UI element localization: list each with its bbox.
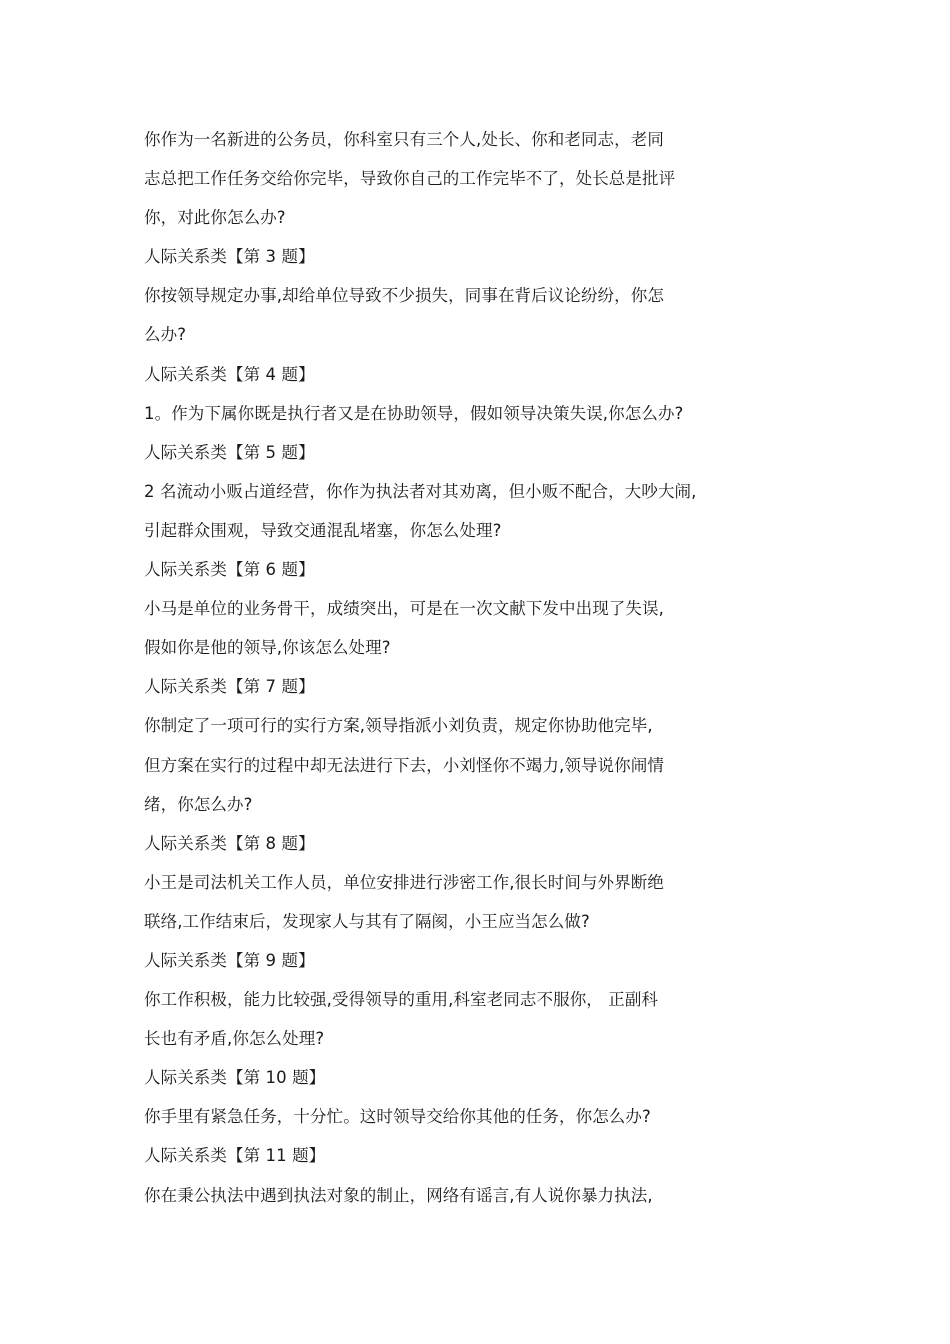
paragraph-line: 你，对此你怎么办? <box>144 208 286 228</box>
paragraph-line: 小马是单位的业务骨干，成绩突出，可是在一次文献下发中出现了失误, <box>144 599 664 619</box>
paragraph-line: 假如你是他的领导,你该怎么处理? <box>144 638 391 658</box>
paragraph-line: 你作为一名新进的公务员，你科室只有三个人,处长、你和老同志，老同 <box>144 130 664 149</box>
paragraph-line: 你工作积极，能力比较强,受得领导的重用,科室老同志不服你， 正副科 <box>144 990 659 1010</box>
paragraph-line: 1。作为下属你既是执行者又是在协助领导，假如领导决策失误,你怎么办? <box>144 403 684 423</box>
paragraph-line: 小王是司法机关工作人员，单位安排进行涉密工作,很长时间与外界断绝 <box>144 872 664 892</box>
paragraph-line: 你制定了一项可行的实行方案,领导指派小刘负责，规定你协助他完毕, <box>144 716 653 736</box>
paragraph-line: 长也有矛盾,你怎么处理? <box>144 1029 325 1049</box>
paragraph-line: 2 名流动小贩占道经营，你作为执法者对其劝离，但小贩不配合，大吵大闹, <box>144 481 697 501</box>
section-heading: 人际关系类【第 6 题】 <box>144 560 315 580</box>
paragraph-line: 你在秉公执法中遇到执法对象的制止，网络有谣言,有人说你暴力执法, <box>144 1185 653 1205</box>
section-heading: 人际关系类【第 8 题】 <box>144 833 315 853</box>
paragraph-line: 你手里有紧急任务，十分忙。这时领导交给你其他的任务，你怎么办? <box>144 1107 651 1127</box>
section-heading: 人际关系类【第 9 题】 <box>144 950 315 970</box>
paragraph-line: 引起群众围观，导致交通混乱堵塞，你怎么处理? <box>144 520 502 540</box>
paragraph-line: 志总把工作任务交给你完毕，导致你自己的工作完毕不了，处长总是批评 <box>144 169 676 189</box>
section-heading: 人际关系类【第 11 题】 <box>144 1146 326 1166</box>
section-heading: 人际关系类【第 7 题】 <box>144 677 315 697</box>
paragraph-line: 你按领导规定办事,却给单位导致不少损失，同事在背后议论纷纷，你怎 <box>144 286 664 306</box>
document-body <box>144 120 744 1215</box>
section-heading: 人际关系类【第 5 题】 <box>144 442 315 462</box>
section-heading: 人际关系类【第 10 题】 <box>144 1068 326 1088</box>
paragraph-line: 但方案在实行的过程中却无法进行下去，小刘怪你不竭力,领导说你闹情 <box>144 755 664 775</box>
paragraph-line: 联络,工作结束后，发现家人与其有了隔阂，小王应当怎么做? <box>144 911 590 931</box>
paragraph-line: 绪，你怎么办? <box>144 794 253 814</box>
paragraph-line: 么办? <box>144 325 187 345</box>
section-heading: 人际关系类【第 4 题】 <box>144 364 315 384</box>
section-heading: 人际关系类【第 3 题】 <box>144 247 315 267</box>
